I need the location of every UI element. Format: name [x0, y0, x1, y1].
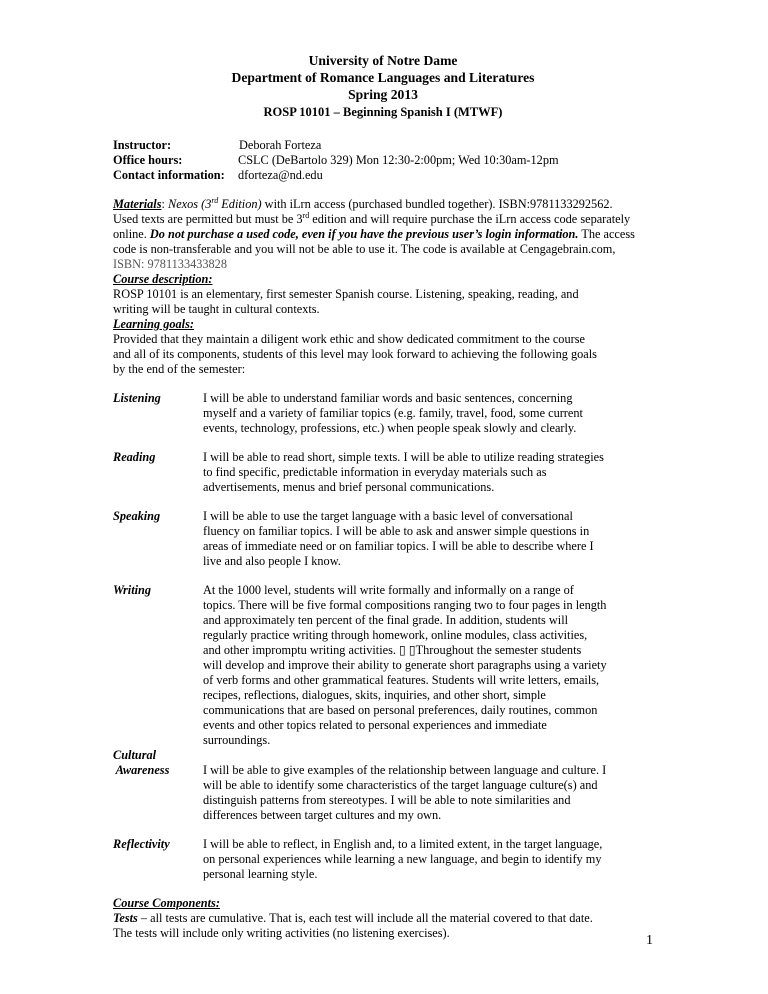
goals-title: Learning goals:	[113, 317, 194, 331]
materials-label: Materials	[113, 197, 162, 211]
instructor-info	[113, 138, 653, 183]
office-hours: CSLC (DeBartolo 329) Mon 12:30-2:00pm; Wed 10:30am-12pm	[238, 153, 559, 167]
term-title: Spring 2013	[348, 87, 418, 102]
office-hours-label: Office hours:	[113, 153, 183, 167]
contact-email[interactable]: dforteza@nd.edu	[238, 168, 323, 182]
goal-speaking: Speaking I will be able to use the target language with a basic level of conversational fluency on familiar topics. I will be able to ask and answer simple questions in areas of immediate need or on familiar topics. I will be able to describe where I live and also people I know.	[113, 509, 594, 568]
document-page	[113, 52, 653, 941]
goals-section: Learning goals: Provided that they maintain a diligent work ethic and show dedicated commitment to the course and all of its components, students of this level may look forward to achieving the following goals by the end of the semester: Listening I will be able to understand familiar words and basic sentences, concerning myself and a variety of familiar topics (e.g. family, travel, food, some current events, technology, professions, etc.) when people speak slowly and clearly. Reading I will be able to read short, simple texts. I will be able to utilize reading strategies to find specific, predictable information in everyday materials such as advertisements, menus and brief personal communications. Speaking I will be able to use the target language with a basic level of conversational fluency on familiar topics. I will be able to ask and answer simple questions in areas of immediate need or on familiar topics. I will be able to describe where I live and also people I know. Writing At the 1000 level, students will write formally and informally on a range of topics. There will be five formal compositions ranging two to four pages in length and approximately ten percent of the final grade. In addition, students will regularly practice writing through homework, online modules, class activities, and other impromptu writing activities. ▯ ▯Throughout the semester students will develop and improve their ability to generate short paragraphs using a variety of verb forms and other grammatical features. Students will write letters, emails, recipes, reflections, dialogues, skits, inquiries, and other short, simple communications that are based on personal preferences, daily routines, common events and other topics related to personal experiences and immediate surroundings. Cultural Awareness I will be able to give examples of the relationship between language and culture. I will be able to identify some characteristics of the target language culture(s) and distinguish patterns from stereotypes. I will be able to note similarities and differences between target cultures and my own. Reflectivity I will be able to reflect, in English and, to a limited extent, in the target language, on personal experiences while learning a new language, and begin to identify my personal learning style.	[113, 317, 653, 882]
course-title: ROSP 10101 – Beginning Spanish I (MTWF)	[263, 105, 503, 119]
tests-label: Tests	[113, 911, 138, 925]
book-title: Nexos (3rd Edition)	[168, 195, 262, 211]
goal-reading: Reading I will be able to read short, simple texts. I will be able to utilize reading strategies to find specific, predictable information in everyday materials such as advertisements, menus and brief personal communications.	[113, 450, 604, 494]
components-title: Course Components:	[113, 896, 220, 910]
goal-listening: Listening I will be able to understand familiar words and basic sentences, concerning myself and a variety of familiar topics (e.g. family, travel, food, some current events, technology, professions, etc.) when people speak slowly and clearly.	[113, 391, 583, 435]
goal-reflectivity: Reflectivity I will be able to reflect, in English and, to a limited extent, in the target language, on personal experiences while learning a new language, and begin to identify my personal learning style.	[113, 837, 603, 881]
contact-label: Contact information:	[113, 168, 225, 182]
isbn: ISBN: 9781133433828	[113, 257, 227, 271]
instructor-name: Deborah Forteza	[239, 138, 322, 152]
warning-text: Do not purchase a used code, even if you have the previous user’s login information.	[149, 227, 579, 241]
goal-writing: Writing At the 1000 level, students will write formally and informally on a range of topics. There will be five formal compositions ranging two to four pages in length and approximately ten percent of the final grade. In addition, students will regularly practice writing through homework, online modules, class activities, and other impromptu writing activities. ▯ ▯Throughout the semester students will develop and improve their ability to generate short paragraphs using a variety of verb forms and other grammatical features. Students will write letters, emails, recipes, reflections, dialogues, skits, inquiries, and other short, simple communications that are based on personal preferences, daily routines, common events and other topics related to personal experiences and immediate surroundings.	[113, 583, 607, 747]
materials-section: Materials: Nexos (3rd Edition) with iLrn access (purchased bundled together). ISBN:9781133292562. Used texts are permitted but must be 3rd edition and will require purchase the iLrn access code separately online. Do not purchase a used code, even if you have the previous user’s login information. The access code is non-transferable and you will not be able to use it. The code is available at Cengagebrain.com, ISBN: 9781133433828	[113, 195, 635, 271]
components-section: Course Components: Tests – all tests are cumulative. That is, each test will include all the material covered to that date. The tests will include only writing activities (no listening exercises).	[113, 896, 653, 941]
university-title: University of Notre Dame	[308, 53, 458, 68]
description-section: Course description: ROSP 10101 is an elementary, first semester Spanish course. Listening, speaking, reading, and writing will be taught in cultural contexts.	[113, 272, 653, 317]
goal-cultural-awareness: Cultural Awareness I will be able to give examples of the relationship between language and culture. I will be able to identify some characteristics of the target language culture(s) and distinguish patterns from stereotypes. I will be able to note similarities and differences between target cultures and my own.	[113, 748, 607, 822]
page-number: 1	[646, 933, 653, 948]
instructor-label: Instructor:	[113, 138, 172, 152]
description-title: Course description:	[113, 272, 213, 286]
department-title: Department of Romance Languages and Literatures	[231, 70, 535, 85]
